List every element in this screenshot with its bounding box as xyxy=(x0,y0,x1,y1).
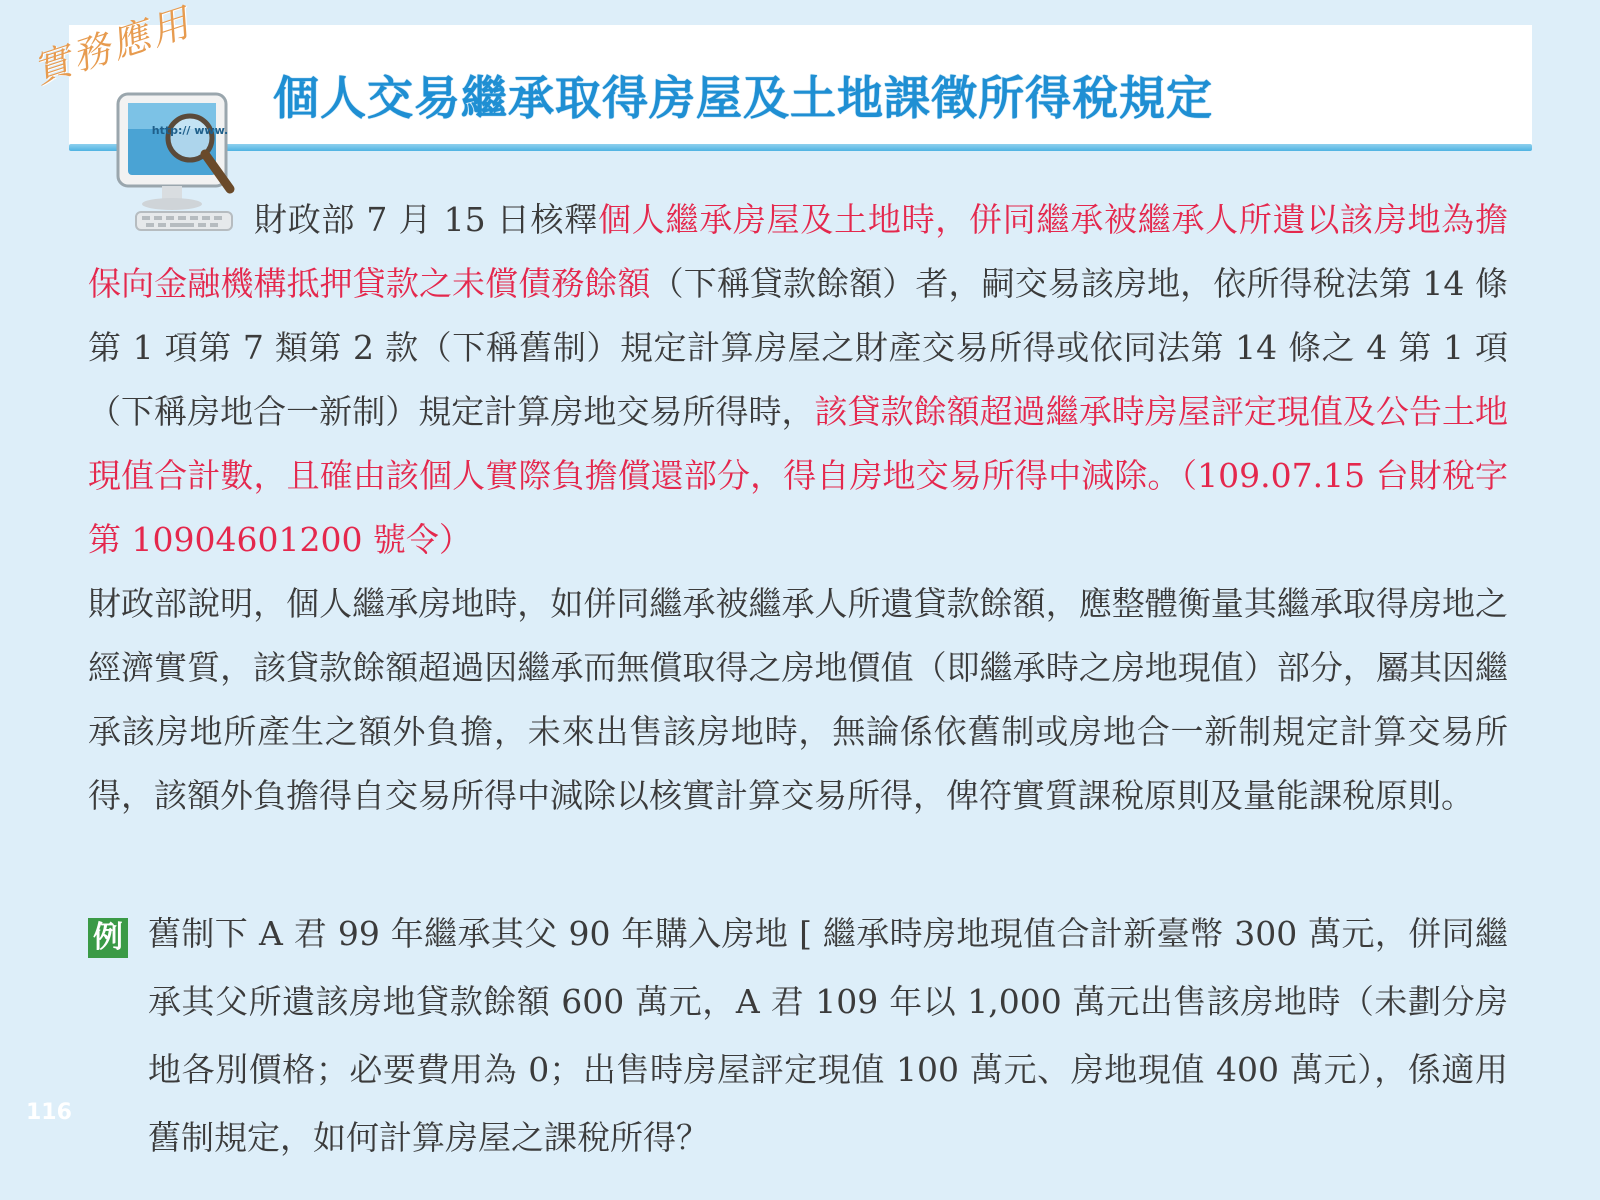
page-number: 116 xyxy=(26,1100,72,1125)
practice-application-label: 實務應用 xyxy=(27,0,198,93)
example-badge: 例 xyxy=(88,918,128,958)
ruling-middle: （下稱貸款餘額）者，嗣交易該房地，依所得稅法第 14 條第 1 項第 7 類第 2 款（下稱舊制）規定計算房屋之財產交易所得或依同法第 14 條之 4 第 1 項（下稱房地合一新制）規定計算房地交易所得時， xyxy=(88,264,1509,431)
example-text: 舊制下 A 君 99 年繼承其父 90 年購入房地 [ 繼承時房地現值合計新臺幣 300 萬元，併同繼承其父所遺該房地貸款餘額 600 萬元，A 君 109 年以 1,000 萬元出售該房地時（未劃分房地各別價格；必要費用為 0；出售時房屋評定現值 100 萬元、房地現值 400 萬元），係適用舊制規定，如何計算房屋之課稅所得？ xyxy=(148,914,1508,1157)
ruling-highlight-1: 個人繼承房屋及土地時，併同繼承被繼承人所遺以該房地為擔保向金融機構抵押貸款之未償債務餘額 xyxy=(88,200,1509,303)
example-block xyxy=(88,900,1508,1172)
ruling-intro: 財政部 7 月 15 日核釋 xyxy=(254,200,598,239)
ruling-highlight-2: 該貸款餘額超過繼承時房屋評定現值及公告土地現值合計數，且確由該個人實際負擔償還部分，得自房地交易所得中減除。（109.07.15 台財稅字第 10904601200 號令） xyxy=(88,392,1509,559)
ruling-paragraph xyxy=(88,188,1508,572)
explanation-paragraph: 財政部說明，個人繼承房地時，如併同繼承被繼承人所遺貸款餘額，應整體衡量其繼承取得房地之經濟實質，該貸款餘額超過因繼承而無償取得之房地價值（即繼承時之房地現值）部分，屬其因繼承該房地所產生之額外負擔，未來出售該房地時，無論係依舊制或房地合一新制規定計算交易所得，該額外負擔得自交易所得中減除以核實計算交易所得，俾符實質課稅原則及量能課稅原則。 xyxy=(88,584,1508,815)
page-title: 個人交易繼承取得房屋及土地課徵所得稅規定 xyxy=(273,71,1213,125)
header-rule xyxy=(69,144,1532,151)
monitor-url-text: http:// www. xyxy=(151,124,229,137)
